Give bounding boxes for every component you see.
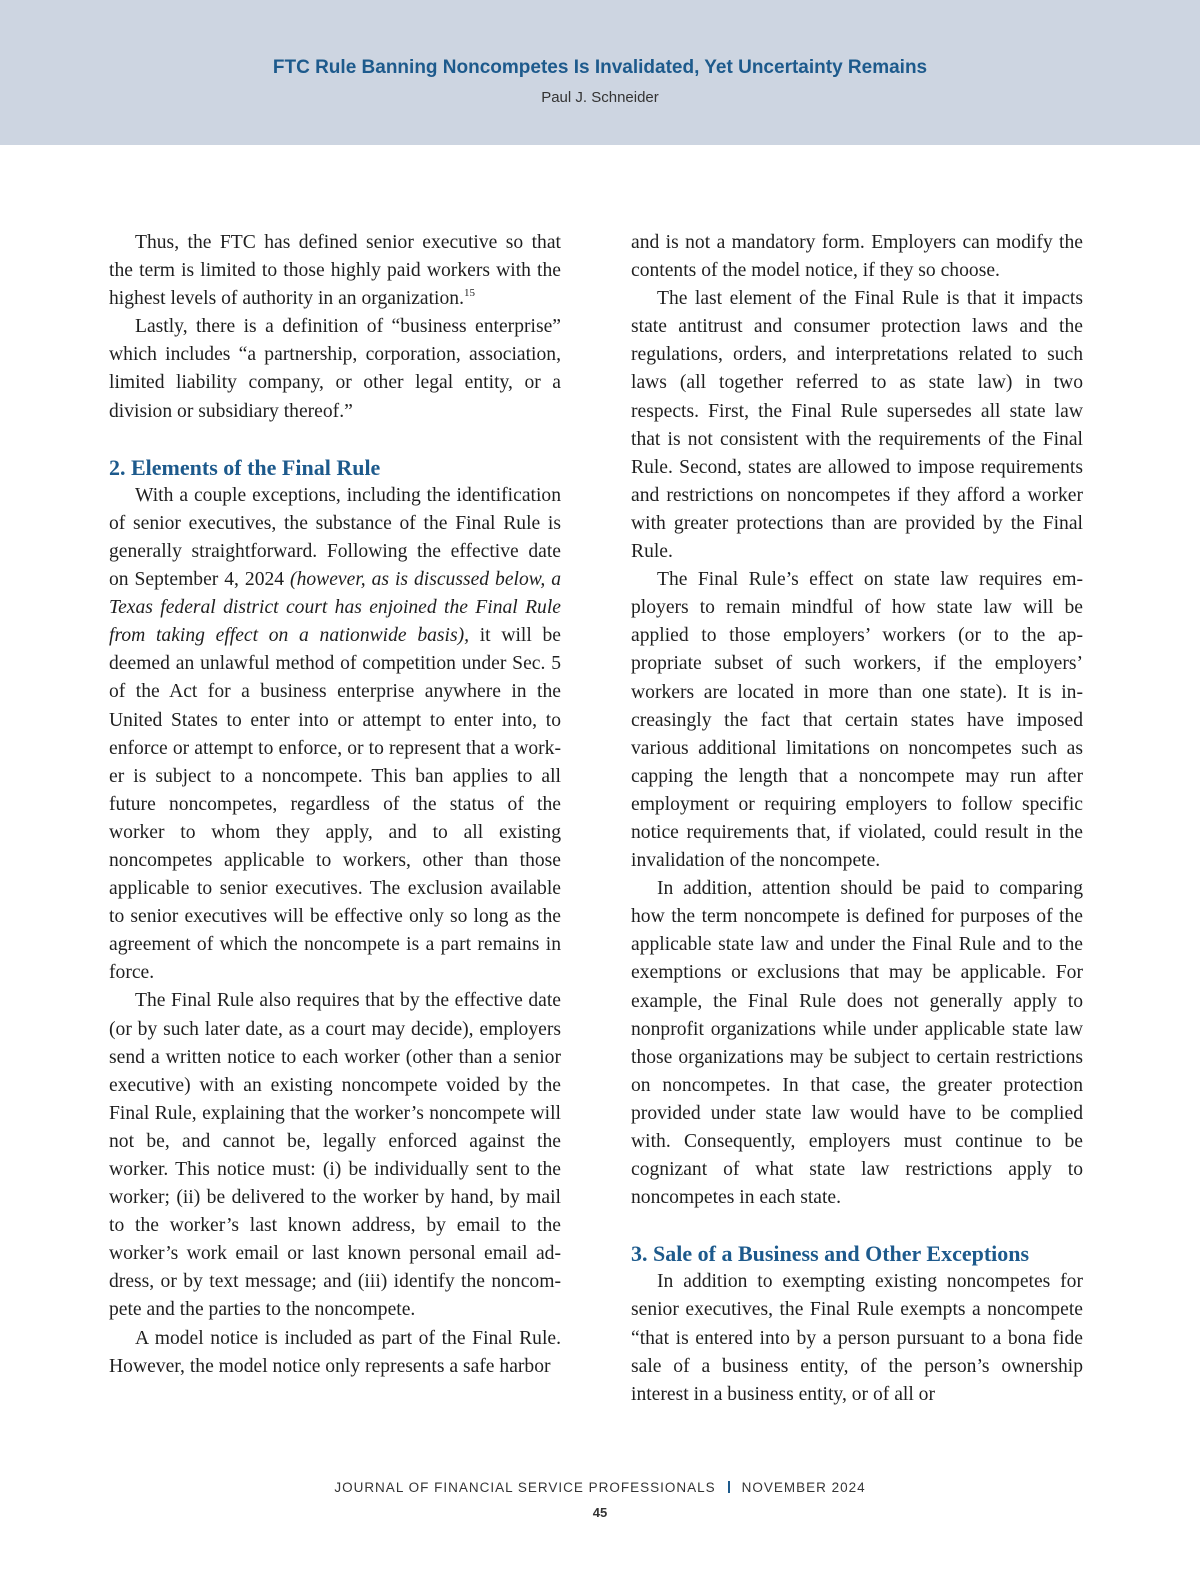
- paragraph: and is not a mandatory form. Employers can modify the contents of the model notice, if they so choose.: [631, 232, 1083, 282]
- paragraph: The Final Rule also requires that by the effective date (or by such later date, as a court may decide), employers send a written notice to each worker (other than a senior executive) with an existing noncompete voided by the Final Rule, explaining that the worker’s noncompete will not be, and cannot be, legally enforced against the worker. This notice must: (i) be individually sent to the worker; (ii) be delivered to the worker by hand, by mail to the worker’s last known address, by email to the worker’s work email or last known personal email address, or by text message; and (iii) identify the noncompete and the parties to the noncompete.: [109, 990, 561, 1321]
- paragraph-text: it will be deemed an unlawful method of competition under Sec. 5 of the Act for a business enterprise anywhere in the United States to enter into or attempt to enter into, to enforce or attempt to enforce, or to represent that a worker is subject to a noncompete. This ban applies to all future noncompetes, regardless of the status of the worker to whom they apply, and to all existing noncompetes applicable to workers, other than those applicable to senior executives. The exclusion available to senior executives will be effective only so long as the agreement of which the noncompete is a part remains in force.: [109, 625, 561, 984]
- italic-aside: (however, as is discussed below, a Texas federal district court has enjoined the Final Rule from taking effect on a nationwide basis),: [109, 569, 562, 647]
- journal-name: JOURNAL OF FINANCIAL SERVICE PROFESSIONALS: [334, 1480, 716, 1495]
- paragraph: [109, 482, 561, 988]
- paragraph: A model notice is included as part of the Final Rule. However, the model notice only represents a safe harbor: [109, 1327, 561, 1377]
- article-title: FTC Rule Banning Noncompetes Is Invalidated, Yet Uncertainty Remains: [272, 57, 928, 78]
- section-heading: 3. Sale of a Business and Other Exceptions: [631, 1241, 1030, 1267]
- paragraph-text: Thus, the FTC has defined senior executive so that the term is limited to those highly paid workers with the highest levels of authority in an organization.: [109, 232, 561, 310]
- paragraph: In addition to exempting existing noncompetes for senior executives, the Final Rule exempts a noncompete “that is entered into by a person pursuant to a bona fide sale of a business entity, of the person’s ownership interest in a business entity, or of all or: [631, 1271, 1083, 1405]
- paragraph: The Final Rule’s effect on state law requires employers to remain mindful of how state law will be applied to those employers’ workers (or to the appropriate subset of such workers, if the employers’ workers are located in more than one state). It is increasingly the fact that certain states have imposed various additional limitations on noncompetes such as capping the length that a noncompete may run after employment or requiring employers to follow specific notice requirements that, if violated, could result in the invalidation of the noncompete.: [631, 569, 1083, 872]
- footer-separator: [728, 1481, 730, 1493]
- right-column: [631, 229, 1083, 1409]
- issue-date: NOVEMBER 2024: [741, 1480, 866, 1495]
- footer: [0, 1480, 1200, 1495]
- paragraph: [109, 229, 561, 313]
- paragraph: In addition, attention should be paid to comparing how the term noncompete is defined for purposes of the applicable state law and under the Final Rule and to the exemptions or exclusions that may be applicable. For example, the Final Rule does not generally apply to nonprofit organizations while under applicable state law those organizations may be subject to certain restrictions on noncompetes. In that case, the greater protection provided under state law would have to be complied with. Consequently, employers must continue to be cognizant of what state law restrictions apply to noncompetes in each state.: [631, 878, 1083, 1209]
- paragraph-text: With a couple exceptions, including the identification of senior executives, the substance of the Final Rule is generally straightforward. Following the effective date on September 4, 2024: [109, 484, 561, 591]
- paragraph: Lastly, there is a definition of “business enterprise” which includes “a partnership, corporation, association, limited liability company, or other legal entity, or a division or subsidiary thereof.”: [109, 316, 561, 422]
- left-column: [109, 229, 561, 1381]
- section-heading: 2. Elements of the Final Rule: [109, 454, 381, 480]
- article-author: Paul J. Schneider: [541, 89, 659, 106]
- footnote-ref: 15: [463, 287, 475, 300]
- paragraph: The last element of the Final Rule is that it impacts state antitrust and consumer protection laws and the regulations, orders, and interpretations related to such laws (all together referred to as state law) in two respects. First, the Final Rule supersedes all state law that is not consistent with the requirements of the Final Rule. Second, states are allowed to impose requirements and restrictions on noncompetes if they afford a worker with greater protections than are provided by the Final Rule.: [631, 288, 1083, 563]
- page-number: 45: [592, 1505, 608, 1520]
